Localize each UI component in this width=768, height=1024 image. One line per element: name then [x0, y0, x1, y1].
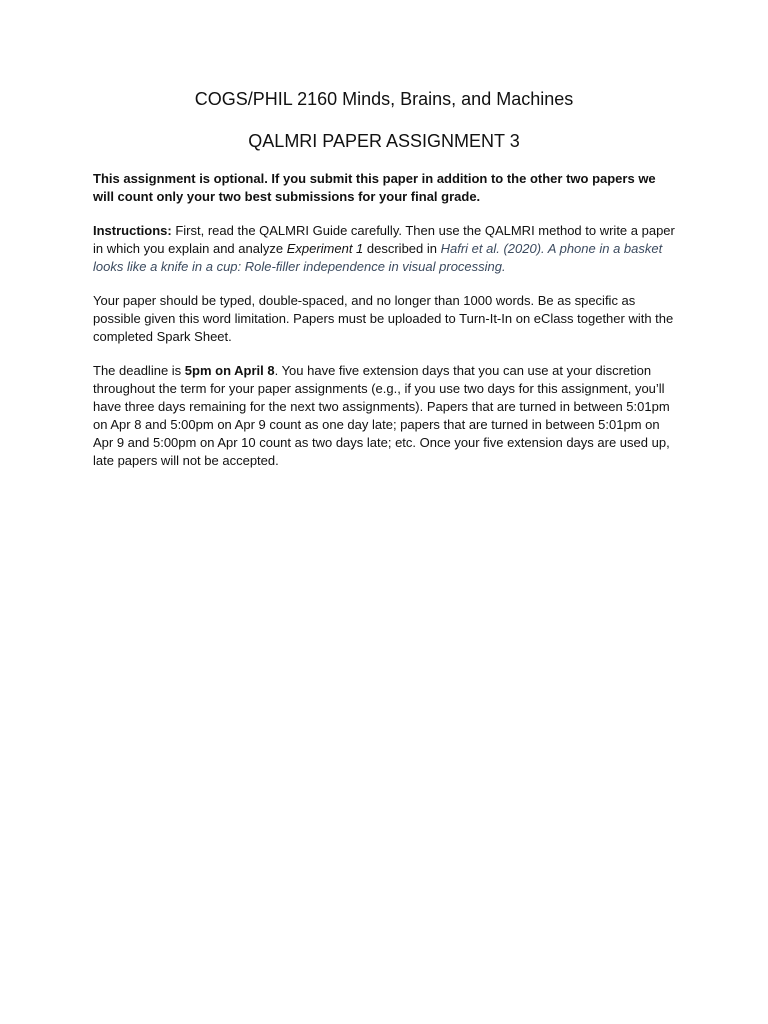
citation: Hafri et al. (2020). A phone in a basket looks like a knife in a cup: Role-filler independence in visual processing.: [93, 241, 663, 274]
deadline-date: 5pm on April 8: [184, 363, 275, 378]
assignment-title: QALMRI PAPER ASSIGNMENT 3: [248, 131, 520, 151]
instructions-text-2: described in: [363, 241, 441, 256]
optional-note: This assignment is optional. If you submit this paper in addition to the other two papers we will count only your two best submissions for your final grade.: [93, 171, 656, 204]
instructions-label: Instructions:: [93, 223, 172, 238]
deadline-paragraph: [93, 362, 677, 470]
instructions-text-1: First, read the QALMRI Guide carefully. Then use the QALMRI method to write a paper in which you explain and analyze: [93, 223, 675, 256]
instructions-paragraph: [93, 222, 677, 276]
format-paragraph: Your paper should be typed, double-spaced, and no longer than 1000 words. Be as specific as possible given this word limitation. Papers must be uploaded to Turn-It-In on eClass together with the completed Spark Sheet.: [93, 293, 674, 344]
deadline-text-2: . You have five extension days that you can use at your discretion throughout the term for your paper assignments (e.g., if you use two days for this assignment, you’ll have three days remaining for the next two assignments). Papers that are turned in between 5:01pm on Apr 8 and 5:00pm on Apr 9 count as one day late; papers that are turned in between 5:01pm on Apr 9 and 5:00pm on Apr 10 count as two days late; etc. Once your five extension days are used up, late papers will not be accepted.: [93, 363, 670, 468]
experiment-reference: Experiment 1: [286, 241, 364, 256]
deadline-text-1: The deadline is: [93, 363, 185, 378]
course-title: COGS/PHIL 2160 Minds, Brains, and Machines: [194, 89, 574, 109]
